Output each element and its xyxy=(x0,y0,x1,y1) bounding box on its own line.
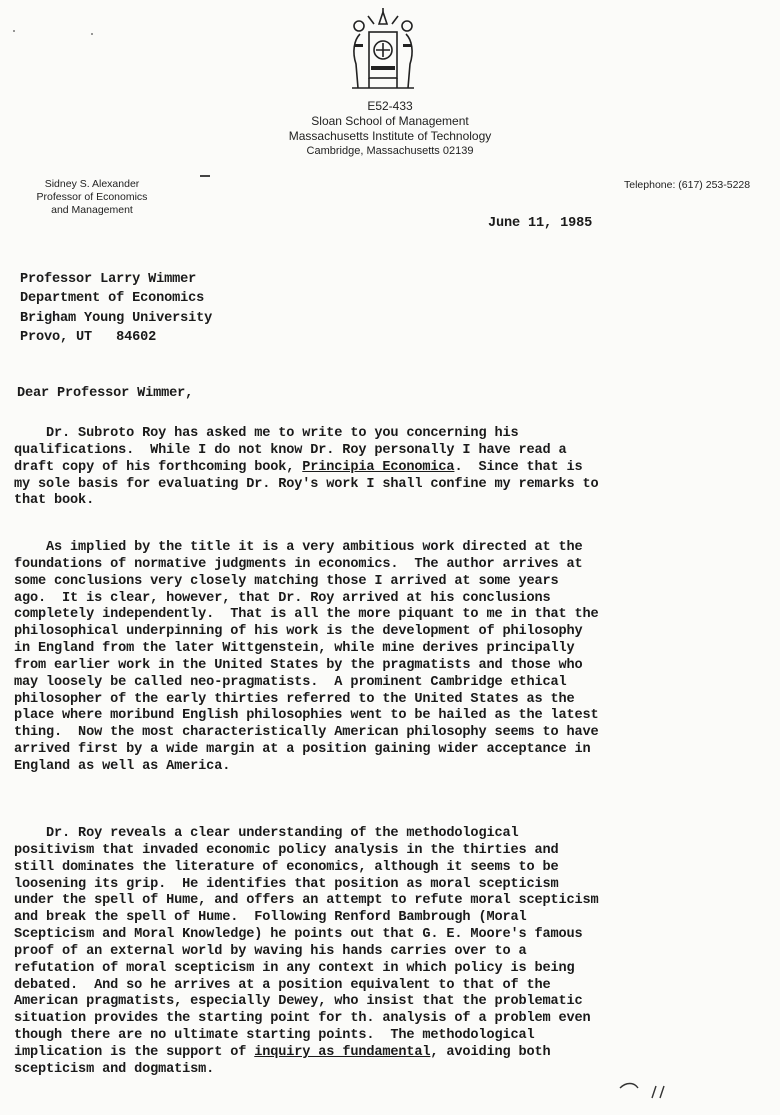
sender-title-line1: Professor of Economics xyxy=(36,191,148,203)
paragraph-1 xyxy=(14,426,599,510)
mit-seal-emblem xyxy=(338,4,428,92)
paragraph-1-text-b: . Since that is my sole basis for evaluating Dr. Roy's work I shall confine my remarks to that book. xyxy=(14,459,599,509)
letterhead xyxy=(180,99,600,159)
paragraph-3 xyxy=(14,826,599,1079)
institute-name: Massachusetts Institute of Technology xyxy=(288,129,492,143)
paragraph-1-text-a: Dr. Subroto Roy has asked me to write to you concerning his qualifications. While I do not know Dr. Roy personally I have read a draft copy of his forthcoming book, xyxy=(14,426,567,475)
pen-mark xyxy=(618,1074,670,1104)
institute-address: Cambridge, Massachusetts 02139 xyxy=(306,145,474,157)
telephone: Telephone: (617) 253-5228 xyxy=(624,179,751,191)
recipient-university: Brigham Young University xyxy=(20,310,213,326)
underlined-phrase: inquiry as fundamental xyxy=(254,1044,431,1060)
speck xyxy=(13,30,15,32)
paragraph-3-text-b: , avoiding both scepticism and dogmatism. xyxy=(14,1044,551,1077)
paragraph-3-text-a: Dr. Roy reveals a clear understanding of the methodological positivism that invaded economic policy analysis in the thirties and still dominates the literature of economics, although it seems to be loosening its grip. He identifies that position as moral scepticism under the spell of Hume, and offers an attempt to refute moral scepticism and break the spell of Hume. Following Renford Bambrough (Moral Scepticism and Moral Knowledge) he points out that G. E. Moore's famous proof of an external world by waving his hands carries over to a refutation of moral scepticism in any context in which policy is being debated. And so he arrives at a position equivalent to that of the American pragmatists, especially Dewey, who insist that the problematic situation provides the starting point for th. analysis of a problem even though there are no ultimate starting points. The methodological implication is the support of xyxy=(14,826,599,1060)
speck xyxy=(91,33,93,35)
sender-block xyxy=(12,178,172,217)
salutation: Dear Professor Wimmer, xyxy=(17,386,194,401)
mark-dash xyxy=(200,175,210,177)
recipient-department: Department of Economics xyxy=(20,291,205,307)
recipient-address xyxy=(20,270,212,347)
book-title: Principia Economica xyxy=(302,459,455,475)
letter-date: June 11, 1985 xyxy=(488,216,593,231)
school-name: Sloan School of Management xyxy=(311,114,469,128)
paragraph-2: As implied by the title it is a very ambitious work directed at the foundations of normative judgments in economics. The author arrives at some conclusions very closely matching those I arrived at some years ago. It is clear, however, that Dr. Roy arrived at his conclusions completely independently. That is all the more piquant to me in that the philosophical underpinning of his work is the development of philosophy in England from the later Wittgenstein, while mine derives principally from earlier work in the United States by the pragmatists and those who may loosely be called neo-pragmatists. A prominent Cambridge ethical philosopher of the early thirties referred to the United States as the place where moribund English philosophies went to be hailed as the latest thing. Now the most characteristically American philosophy seems to have arrived first by a wide margin at a position gaining wider acceptance in England as well as America. xyxy=(14,540,599,774)
room-number: E52-433 xyxy=(367,99,413,113)
recipient-city: Provo, UT 84602 xyxy=(20,329,157,345)
sender-name: Sidney S. Alexander xyxy=(44,178,140,190)
recipient-name: Professor Larry Wimmer xyxy=(20,272,197,287)
sender-title-line2: and Management xyxy=(51,204,133,216)
